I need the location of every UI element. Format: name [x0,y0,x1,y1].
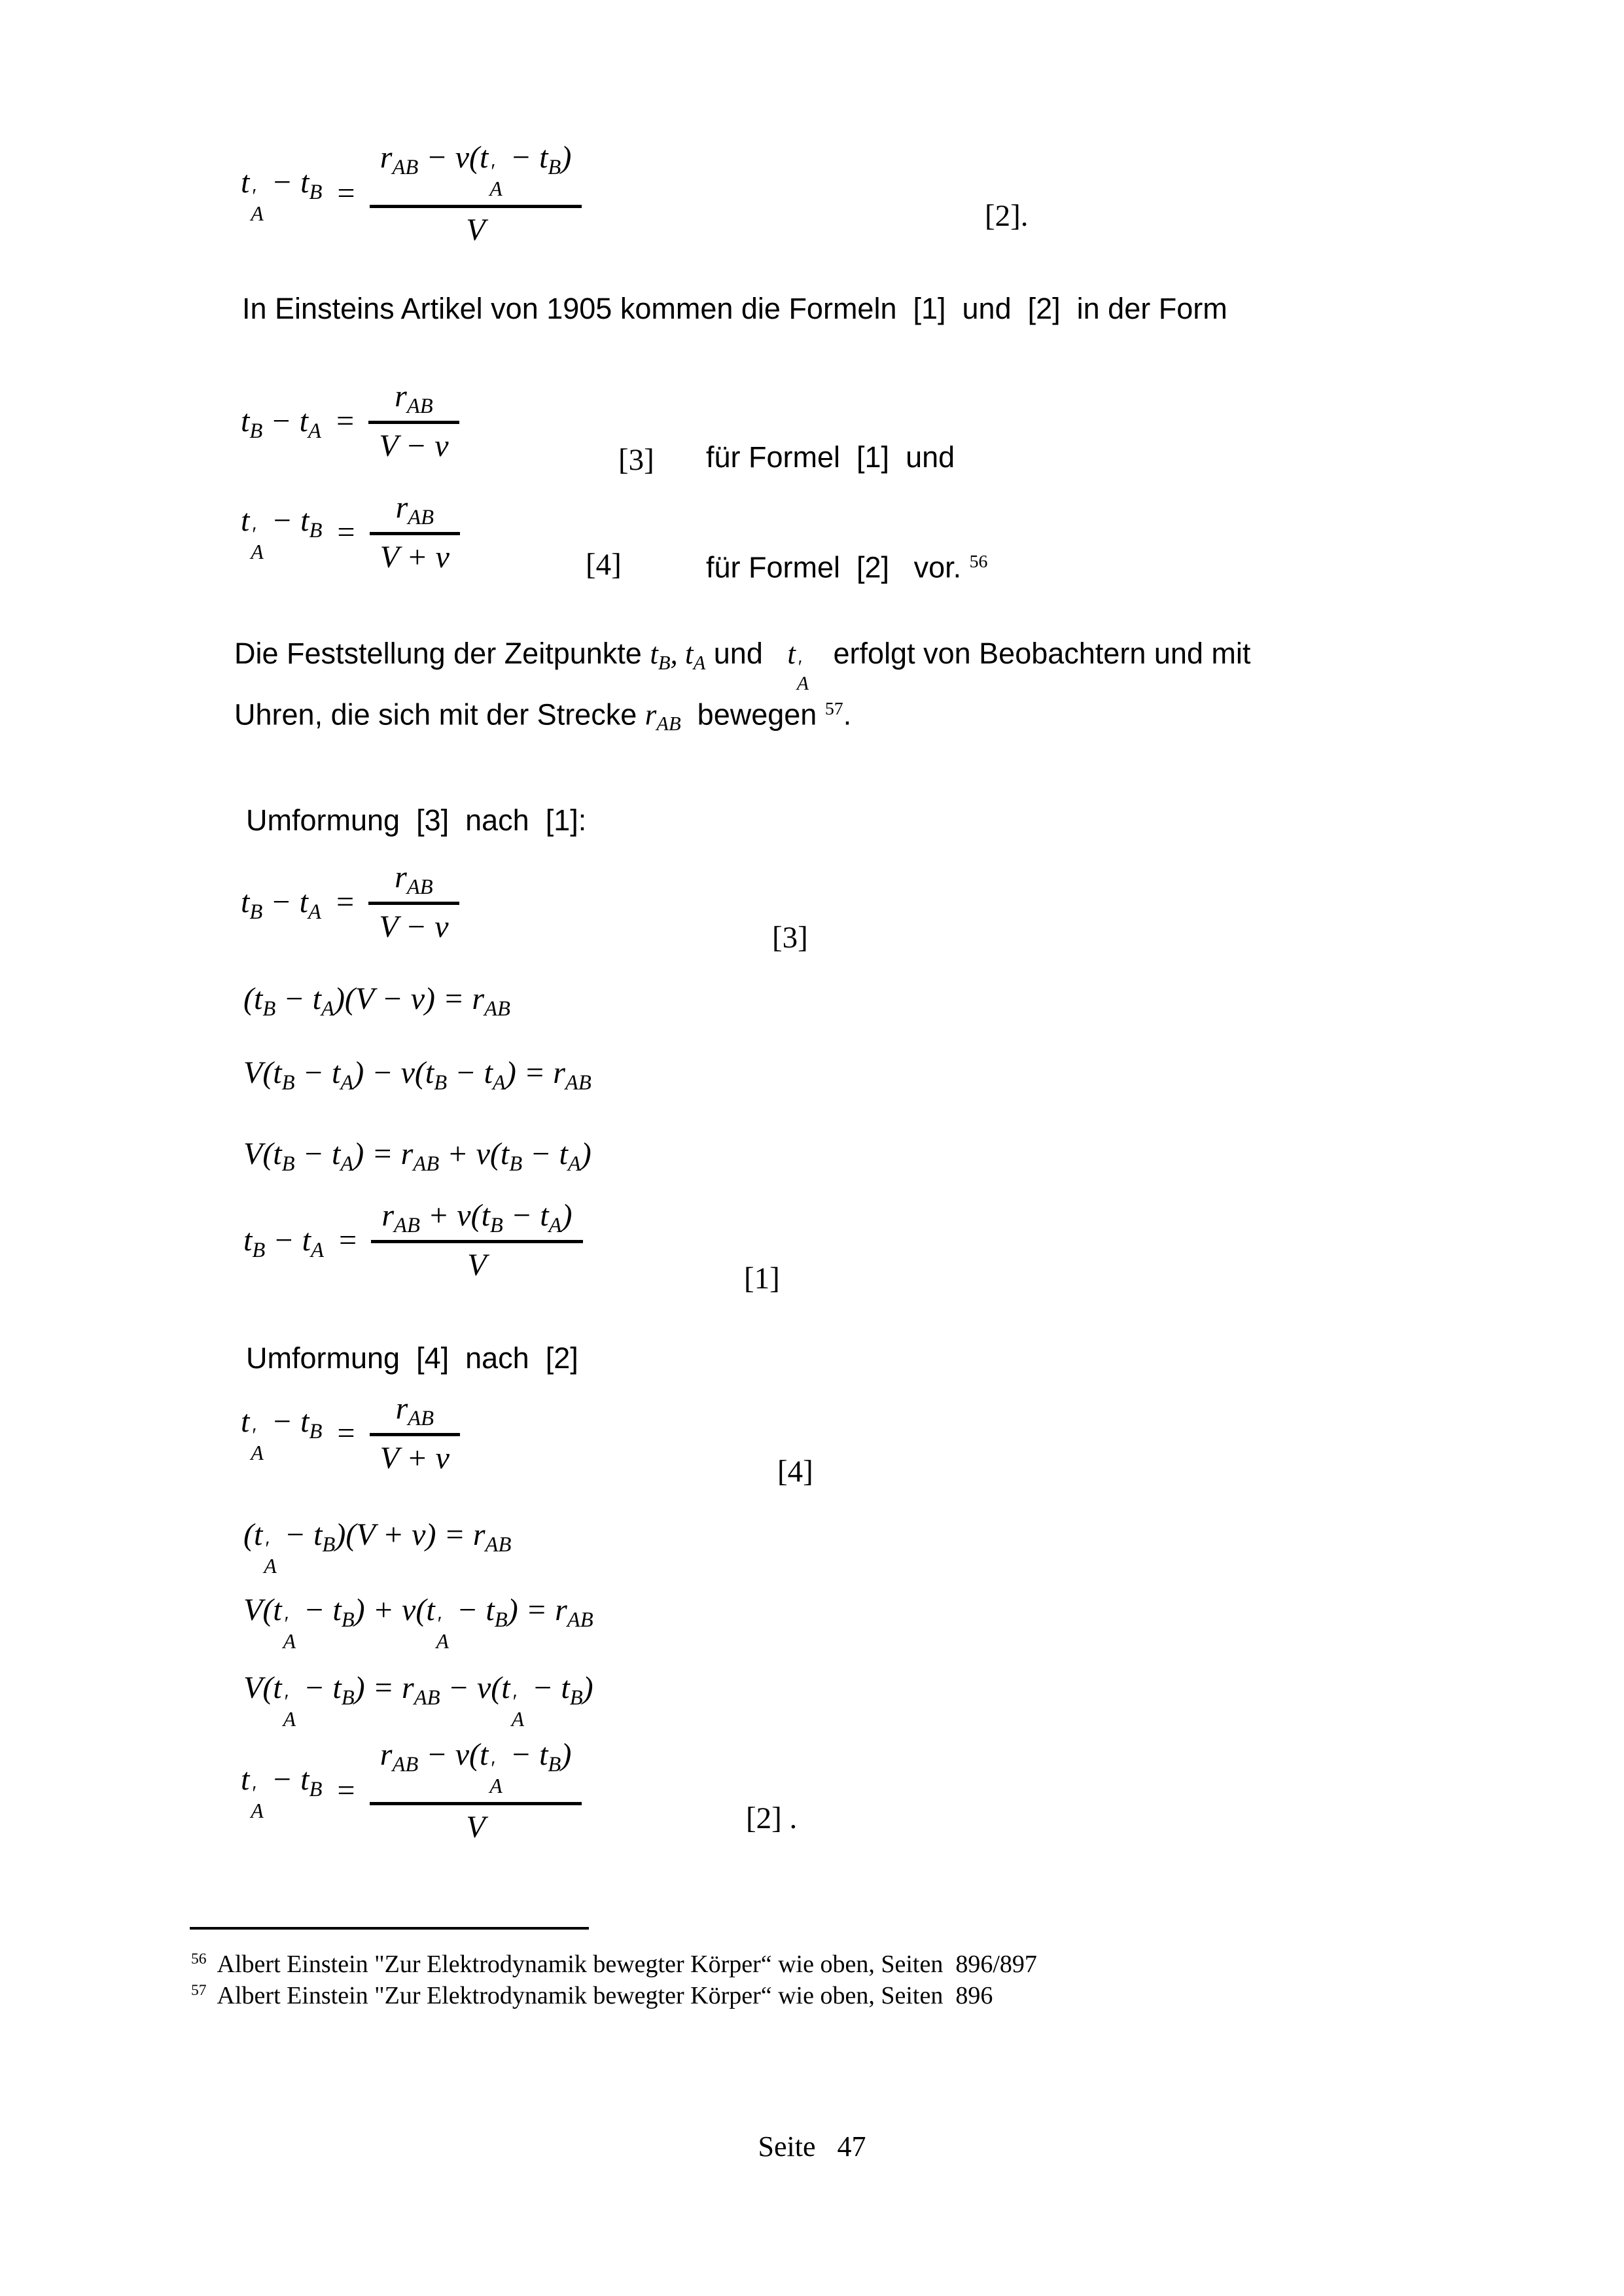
derivation1-equation-3: $t_B - t_A$ = $r_{AB}$ V − v [241,860,459,945]
derivation1-step-2: $V(t_B - t_A) - v(t_B - t_A) = r_{AB}$ [243,1055,591,1095]
footnote-separator-rule [190,1927,589,1930]
footnote-56-number: 56 [191,1951,207,1968]
equation-4-label: [4] [586,548,622,582]
derivation2-result-equation-2: t ′ A − $t_B$ = $r_{AB} - v(t$ ′ A − $t_B$) V [241,1738,582,1845]
footnote-57-text: Albert Einstein "Zur Elektrodynamik bewegter Körper“ wie oben, Seiten 896 [217,1981,993,2009]
heading-umformung-3-nach-1: Umformung [3] nach [1]: [246,804,587,837]
equation-3-label: [3] [618,443,654,477]
equation-4-note-text: für Formel [2] vor. [706,550,970,584]
equation-2-display: t ′ A − $t_B$ = $r_{AB} - v(t$ ′ A − $t_B$) V [241,141,582,247]
footnote-57-number: 57 [191,1982,207,1999]
derivation1-step-1: $(t_B - t_A)(V - v) = r_{AB}$ [243,981,510,1021]
derivation1-equation-3-label: [3] [772,921,808,955]
footnote-56-text: Albert Einstein "Zur Elektrodynamik bewegter Körper“ wie oben, Seiten 896/897 [217,1950,1037,1978]
page-number-footer: Seite 47 [758,2130,866,2163]
footnote-ref-56: 56 [969,552,988,572]
heading-umformung-4-nach-2: Umformung [4] nach [2] [246,1341,578,1375]
derivation1-result-equation-1: $t_B - t_A$ = $r_{AB} + v(t_B - t_A)$ V [243,1199,583,1283]
footnote-57 [191,1975,993,2011]
paragraph-clocks-line2: Uhren, die sich mit der Strecke $r_{AB}$ bewegen $^{57}$. [234,698,852,735]
derivation2-step-1: (t ′ A − $t_B)(V + v) = r_{AB}$ [243,1517,512,1578]
derivation2-equation-4-label: [4] [777,1455,813,1489]
derivation1-step-3: $V(t_B - t_A) = r_{AB} + v(t_B - t_A)$ [243,1137,591,1176]
derivation2-result-label: [2] . [746,1801,798,1835]
equation-3-display: $t_B - t_A$ = $r_{AB}$ V − v [241,380,459,464]
equation-4-display: t ′ A − $t_B$ = $r_{AB}$ V + v [241,491,460,575]
paragraph-intro: In Einsteins Artikel von 1905 kommen die Formeln [1] und [2] in der Form [242,292,1227,325]
paragraph-clocks-line1: Die Feststellung der Zeitpunkte $t_B$, $t_A$ und t ′ A erfolgt von Beobachtern und mit [234,637,1251,695]
equation-3-note: für Formel [1] und [706,440,955,474]
derivation1-result-label: [1] [744,1262,780,1296]
derivation2-equation-4: t ′ A − $t_B$ = $r_{AB}$ V + v [241,1392,460,1476]
equation-2-label: [2]. [985,199,1029,233]
derivation2-step-3: V(t ′ A − $t_B) = r_{AB} - v(t$ ′ A − $t_B$) [243,1670,593,1731]
equation-4-note [706,544,988,585]
derivation2-step-2: V(t ′ A − $t_B) + v(t$ ′ A − $t_B) = r_{AB}$ [243,1593,593,1653]
